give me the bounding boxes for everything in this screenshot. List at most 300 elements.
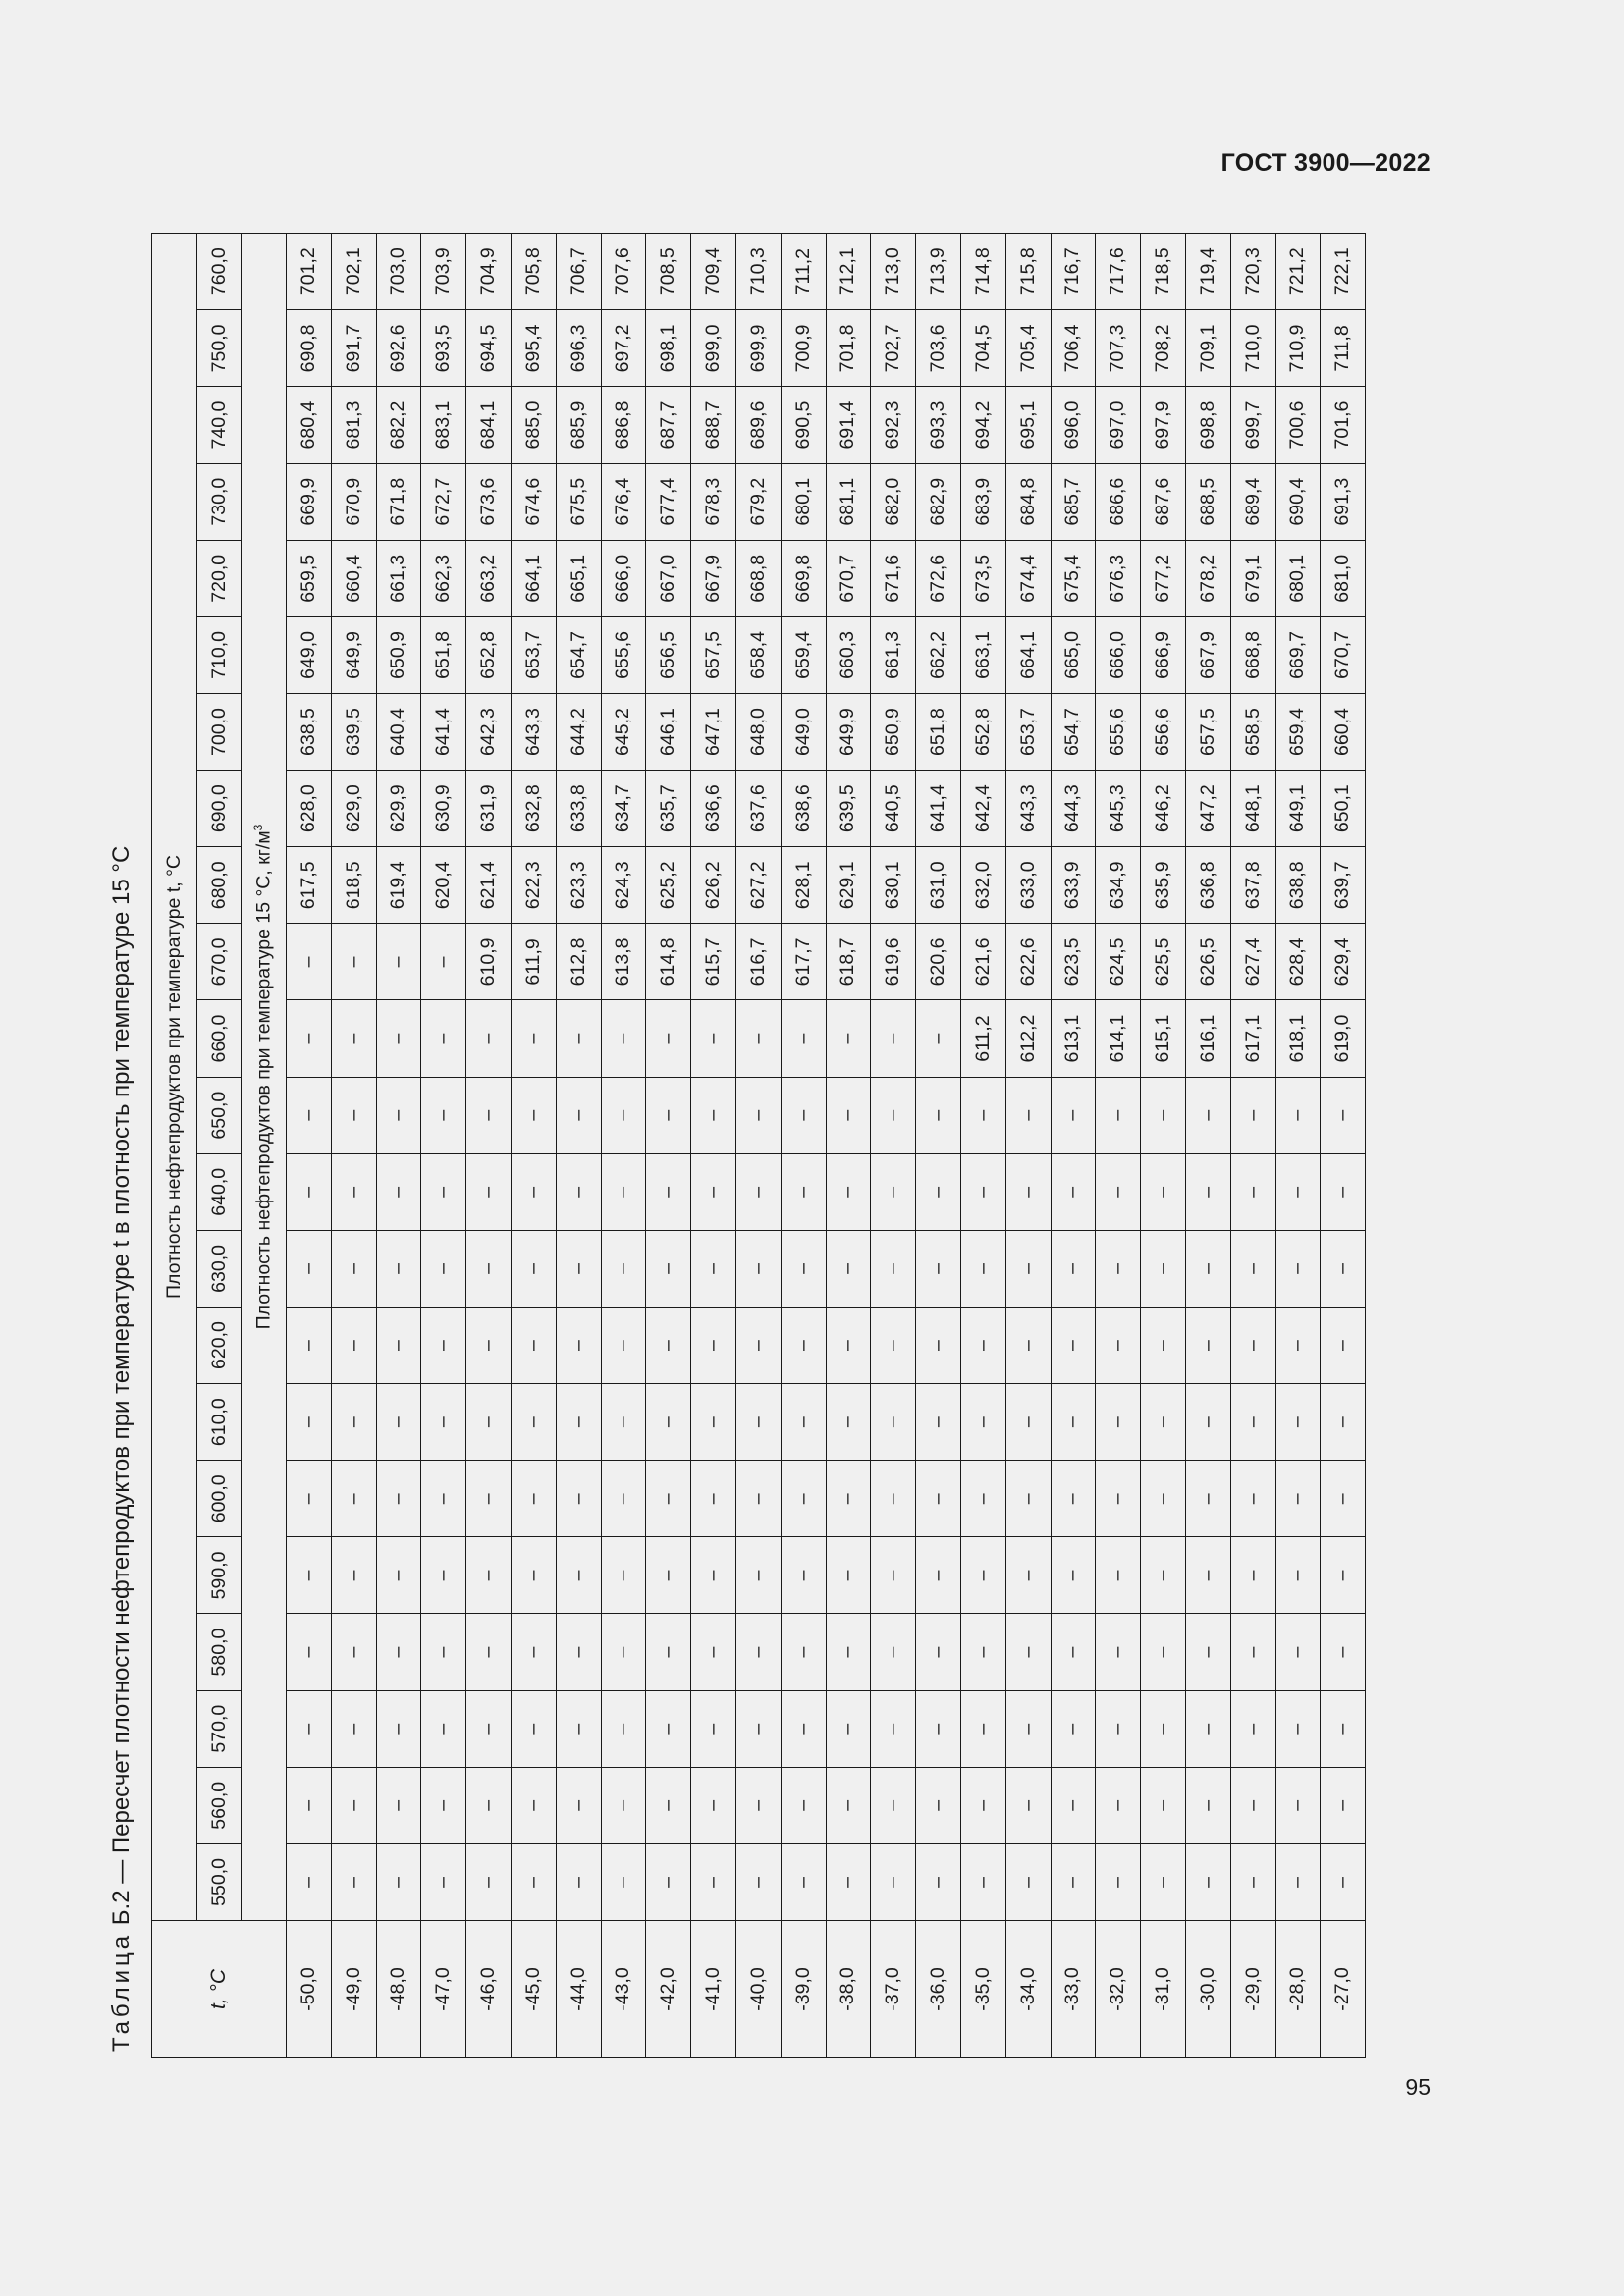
density-cell: 619,6 — [871, 924, 916, 1000]
density-cell: 672,6 — [916, 540, 961, 616]
density-cell: – — [556, 1384, 601, 1461]
density-cell: – — [1321, 1767, 1366, 1843]
density-cell: – — [1051, 1537, 1096, 1614]
density-cell: – — [646, 1000, 691, 1077]
density-cell: 662,3 — [421, 540, 466, 616]
density-cell: 658,5 — [1230, 694, 1275, 771]
density-cell: 623,3 — [556, 847, 601, 924]
density-cell: 667,0 — [646, 540, 691, 616]
density-cell: – — [1096, 1614, 1141, 1690]
density-cell: – — [646, 1614, 691, 1690]
density-cell: – — [421, 1767, 466, 1843]
density-cell: – — [1096, 1153, 1141, 1230]
density-cell: – — [916, 1843, 961, 1920]
density-cell: 668,8 — [1230, 616, 1275, 693]
density-cell: 632,0 — [960, 847, 1005, 924]
density-cell: – — [916, 1077, 961, 1153]
density-cell: 631,9 — [466, 771, 512, 847]
density-cell: – — [556, 1461, 601, 1537]
density-cell: – — [781, 1690, 826, 1767]
density-cell: – — [421, 1461, 466, 1537]
density-cell: – — [1230, 1461, 1275, 1537]
density-cell: – — [646, 1153, 691, 1230]
density-cell: 613,1 — [1051, 1000, 1096, 1077]
density-cell: 633,8 — [556, 771, 601, 847]
density-cell: – — [466, 1153, 512, 1230]
temperature-cell: -48,0 — [376, 1921, 421, 2058]
density-cell: – — [1230, 1614, 1275, 1690]
density-cell: – — [331, 1843, 376, 1920]
density-cell: 627,4 — [1230, 924, 1275, 1000]
density-cell: 656,5 — [646, 616, 691, 693]
density-cell: – — [826, 1537, 871, 1614]
density-cell: – — [1096, 1308, 1141, 1384]
density-cell: – — [646, 1690, 691, 1767]
density-cell: – — [511, 1843, 556, 1920]
table-row — [1321, 234, 1366, 2058]
density-column-header: 680,0 — [197, 847, 242, 924]
density-cell: 685,9 — [556, 387, 601, 463]
density-cell: 651,8 — [421, 616, 466, 693]
density-cell: 640,5 — [871, 771, 916, 847]
density-cell: – — [960, 1077, 1005, 1153]
density-cell: – — [376, 1767, 421, 1843]
density-cell: 697,2 — [601, 310, 646, 387]
density-cell: 694,2 — [960, 387, 1005, 463]
density-cell: – — [691, 1767, 736, 1843]
density-cell: – — [916, 1537, 961, 1614]
table-row — [1005, 234, 1051, 2058]
density-cell: – — [1321, 1384, 1366, 1461]
density-cell: – — [466, 1843, 512, 1920]
density-cell: – — [1185, 1461, 1230, 1537]
density-cell: – — [376, 924, 421, 1000]
density-cell: 692,6 — [376, 310, 421, 387]
density-column-header: 660,0 — [197, 1000, 242, 1077]
density-cell: – — [960, 1153, 1005, 1230]
density-cell: 689,4 — [1230, 463, 1275, 540]
density-cell: – — [735, 1537, 781, 1614]
density-cell: – — [916, 1230, 961, 1307]
density-cell: – — [601, 1230, 646, 1307]
density-cell: 636,8 — [1185, 847, 1230, 924]
density-cell: 655,6 — [1096, 694, 1141, 771]
temperature-cell: -42,0 — [646, 1921, 691, 2058]
density-cell: – — [331, 1153, 376, 1230]
density-cell: – — [1096, 1537, 1141, 1614]
density-cell: 676,4 — [601, 463, 646, 540]
density-cell: 669,7 — [1275, 616, 1321, 693]
density-cell: – — [1230, 1767, 1275, 1843]
density-cell: – — [871, 1384, 916, 1461]
density-cell: – — [421, 1308, 466, 1384]
density-cell: – — [960, 1537, 1005, 1614]
density-cell: 715,8 — [1005, 234, 1051, 310]
temperature-cell: -28,0 — [1275, 1921, 1321, 2058]
density-cell: – — [1005, 1461, 1051, 1537]
density-cell: 611,9 — [511, 924, 556, 1000]
density-cell: 710,9 — [1275, 310, 1321, 387]
density-cell: 662,2 — [916, 616, 961, 693]
density-cell: – — [1096, 1767, 1141, 1843]
density-cell: 636,6 — [691, 771, 736, 847]
density-cell: – — [735, 1461, 781, 1537]
density-cell: – — [735, 1767, 781, 1843]
density-cell: – — [1185, 1153, 1230, 1230]
density-cell: – — [1096, 1690, 1141, 1767]
temperature-cell: -44,0 — [556, 1921, 601, 2058]
density-cell: – — [421, 1153, 466, 1230]
density-cell: – — [826, 1767, 871, 1843]
density-cell: – — [781, 1843, 826, 1920]
density-cell: – — [556, 1767, 601, 1843]
density-cell: – — [1096, 1384, 1141, 1461]
density-cell: – — [1321, 1614, 1366, 1690]
caption-text: Б.2 — Пересчет плотности нефтепродуктов при температуре t в плотность при температуре 15 °С — [108, 845, 135, 1926]
density-cell: 635,9 — [1141, 847, 1186, 924]
density-cell: 696,0 — [1051, 387, 1096, 463]
document-code: ГОСТ 3900—2022 — [1220, 149, 1431, 177]
density-cell: – — [735, 1230, 781, 1307]
table-row — [287, 234, 332, 2058]
density-cell: 675,5 — [556, 463, 601, 540]
temperature-cell: -45,0 — [511, 1921, 556, 2058]
table-row — [781, 234, 826, 2058]
density-cell: 614,1 — [1096, 1000, 1141, 1077]
density-cell: – — [1141, 1153, 1186, 1230]
density-cell: 630,1 — [871, 847, 916, 924]
density-cell: – — [376, 1308, 421, 1384]
density-cell: – — [287, 1308, 332, 1384]
density-cell: 704,9 — [466, 234, 512, 310]
density-cell: – — [466, 1690, 512, 1767]
density-cell: 654,7 — [1051, 694, 1096, 771]
density-cell: – — [826, 1077, 871, 1153]
density-cell: 628,0 — [287, 771, 332, 847]
density-cell: 618,7 — [826, 924, 871, 1000]
density-cell: – — [960, 1690, 1005, 1767]
density-cell: – — [960, 1843, 1005, 1920]
table-row — [960, 234, 1005, 2058]
table-row — [871, 234, 916, 2058]
density-cell: – — [511, 1308, 556, 1384]
density-column-header: 670,0 — [197, 924, 242, 1000]
density-column-header: 690,0 — [197, 771, 242, 847]
table-row — [1230, 234, 1275, 2058]
density-cell: – — [1096, 1843, 1141, 1920]
density-cell: 667,9 — [691, 540, 736, 616]
density-cell: 638,8 — [1275, 847, 1321, 924]
density-cell: 679,2 — [735, 463, 781, 540]
density-cell: 707,6 — [601, 234, 646, 310]
table-caption — [108, 846, 135, 2052]
density-cell: 694,5 — [466, 310, 512, 387]
density-column-header: 750,0 — [197, 310, 242, 387]
density-cell: 676,3 — [1096, 540, 1141, 616]
density-cell: 722,1 — [1321, 234, 1366, 310]
table-row — [511, 234, 556, 2058]
table-row — [331, 234, 376, 2058]
density-cell: – — [735, 1077, 781, 1153]
rotated-table-block — [108, 216, 1394, 2061]
density-cell: – — [1275, 1767, 1321, 1843]
density-cell: – — [781, 1614, 826, 1690]
density-cell: 680,1 — [781, 463, 826, 540]
density-cell: 660,4 — [331, 540, 376, 616]
density-cell: – — [1275, 1384, 1321, 1461]
density-cell: – — [691, 1077, 736, 1153]
density-cell: 633,9 — [1051, 847, 1096, 924]
density-cell: 643,3 — [511, 694, 556, 771]
density-cell: – — [556, 1614, 601, 1690]
density-cell: 713,0 — [871, 234, 916, 310]
density-cell: 705,4 — [1005, 310, 1051, 387]
table-row — [916, 234, 961, 2058]
density-cell: 645,2 — [601, 694, 646, 771]
density-cell: 697,0 — [1096, 387, 1141, 463]
density-cell: 709,1 — [1185, 310, 1230, 387]
density-cell: – — [331, 1537, 376, 1614]
density-cell: 698,1 — [646, 310, 691, 387]
density-cell: 650,9 — [871, 694, 916, 771]
density-cell: – — [691, 1614, 736, 1690]
density-cell: 658,4 — [735, 616, 781, 693]
density-column-header: 640,0 — [197, 1153, 242, 1230]
density-cell: 707,3 — [1096, 310, 1141, 387]
density-column-header: 550,0 — [197, 1843, 242, 1920]
density-cell: – — [1230, 1230, 1275, 1307]
density-cell: – — [1051, 1153, 1096, 1230]
density-cell: – — [1230, 1153, 1275, 1230]
density-cell: 634,7 — [601, 771, 646, 847]
density-cell: – — [1185, 1843, 1230, 1920]
density-cell: 664,1 — [511, 540, 556, 616]
density-cell: – — [646, 1461, 691, 1537]
density-cell: 708,2 — [1141, 310, 1186, 387]
table-row — [466, 234, 512, 2058]
density-cell: 695,4 — [511, 310, 556, 387]
density-cell: 706,4 — [1051, 310, 1096, 387]
density-cell: 664,1 — [1005, 616, 1051, 693]
density-cell: 645,3 — [1096, 771, 1141, 847]
density-cell: 690,5 — [781, 387, 826, 463]
density-cell: – — [421, 1077, 466, 1153]
density-cell: – — [646, 1767, 691, 1843]
density-cell: – — [1051, 1077, 1096, 1153]
density-cell: – — [1321, 1308, 1366, 1384]
density-cell: 615,7 — [691, 924, 736, 1000]
density-cell: – — [1185, 1767, 1230, 1843]
cube-superscript: 3 — [251, 824, 266, 831]
t-column-header: t, °C — [152, 1921, 287, 2058]
density-cell: – — [781, 1308, 826, 1384]
density-cell: – — [331, 1077, 376, 1153]
density-cell: – — [601, 1077, 646, 1153]
density-cell: 685,0 — [511, 387, 556, 463]
density-cell: 690,8 — [287, 310, 332, 387]
density-cell: – — [916, 1000, 961, 1077]
density-cell: – — [1185, 1614, 1230, 1690]
density-cell: – — [376, 1153, 421, 1230]
density-cell: – — [1230, 1537, 1275, 1614]
density-cell: – — [960, 1230, 1005, 1307]
density-cell: 703,0 — [376, 234, 421, 310]
density-cell: – — [376, 1000, 421, 1077]
density-cell: – — [511, 1384, 556, 1461]
density-cell: 653,7 — [1005, 694, 1051, 771]
density-cell: – — [1275, 1614, 1321, 1690]
density-cell: 655,6 — [601, 616, 646, 693]
density-cell: – — [781, 1153, 826, 1230]
density-cell: – — [1005, 1308, 1051, 1384]
density-cell: – — [1005, 1230, 1051, 1307]
table-row — [691, 234, 736, 2058]
density-cell: – — [871, 1308, 916, 1384]
density-cell: 674,6 — [511, 463, 556, 540]
temperature-cell: -41,0 — [691, 1921, 736, 2058]
density-cell: – — [421, 1384, 466, 1461]
density-column-header: 600,0 — [197, 1461, 242, 1537]
density-cell: 641,4 — [421, 694, 466, 771]
density-cell: – — [691, 1537, 736, 1614]
density-cell: – — [601, 1461, 646, 1537]
density-cell: 663,1 — [960, 616, 1005, 693]
density-cell: 682,9 — [916, 463, 961, 540]
density-cell: – — [466, 1230, 512, 1307]
density-cell: – — [1275, 1843, 1321, 1920]
density-cell: – — [376, 1230, 421, 1307]
density-cell: – — [691, 1690, 736, 1767]
table-row — [1275, 234, 1321, 2058]
density-cell: – — [287, 1614, 332, 1690]
density-cell: 681,3 — [331, 387, 376, 463]
density-cell: – — [601, 1843, 646, 1920]
density-cell: 649,1 — [1275, 771, 1321, 847]
density-cell: – — [511, 1000, 556, 1077]
density-cell: – — [331, 1384, 376, 1461]
density-cell: 643,3 — [1005, 771, 1051, 847]
density-cell: – — [871, 1537, 916, 1614]
density-cell: 616,1 — [1185, 1000, 1230, 1077]
density-cell: 624,3 — [601, 847, 646, 924]
density-cell: – — [1141, 1461, 1186, 1537]
density-cell: – — [1005, 1384, 1051, 1461]
table-row — [1096, 234, 1141, 2058]
density-cell: – — [601, 1000, 646, 1077]
density-cell: 691,4 — [826, 387, 871, 463]
density-cell: 666,9 — [1141, 616, 1186, 693]
density-cell: – — [466, 1614, 512, 1690]
density-cell: – — [871, 1000, 916, 1077]
density-column-header: 610,0 — [197, 1384, 242, 1461]
density-cell: – — [466, 1384, 512, 1461]
density-cell: 720,3 — [1230, 234, 1275, 310]
density-cell: 682,2 — [376, 387, 421, 463]
table-row — [601, 234, 646, 2058]
density-cell: 678,2 — [1185, 540, 1230, 616]
density-cell: – — [871, 1843, 916, 1920]
density-cell: – — [735, 1843, 781, 1920]
density-cell: – — [735, 1384, 781, 1461]
density-cell: – — [1051, 1690, 1096, 1767]
density-column-header: 570,0 — [197, 1690, 242, 1767]
density-cell: 714,8 — [960, 234, 1005, 310]
density-cell: 699,0 — [691, 310, 736, 387]
density-cell: 700,6 — [1275, 387, 1321, 463]
density-cell: 701,8 — [826, 310, 871, 387]
temperature-cell: -31,0 — [1141, 1921, 1186, 2058]
density-cell: – — [601, 1614, 646, 1690]
density-cell: – — [1275, 1537, 1321, 1614]
density-cell: 644,2 — [556, 694, 601, 771]
density-cell: – — [960, 1308, 1005, 1384]
density-cell: 627,2 — [735, 847, 781, 924]
density-cell: 677,4 — [646, 463, 691, 540]
density-column-header: 630,0 — [197, 1230, 242, 1307]
density-cell: – — [871, 1461, 916, 1537]
density-cell: – — [691, 1000, 736, 1077]
density-cell: – — [1005, 1077, 1051, 1153]
density-cell: – — [287, 1384, 332, 1461]
density-cell: 649,9 — [826, 694, 871, 771]
density-cell: – — [1141, 1077, 1186, 1153]
density-cell: 652,8 — [960, 694, 1005, 771]
temperature-cell: -29,0 — [1230, 1921, 1275, 2058]
density-cell: – — [826, 1230, 871, 1307]
density-cell: 617,1 — [1230, 1000, 1275, 1077]
density-cell: – — [287, 1690, 332, 1767]
density-cell: – — [1051, 1843, 1096, 1920]
density-cell: 612,2 — [1005, 1000, 1051, 1077]
density-cell: 653,7 — [511, 616, 556, 693]
density-cell: 641,4 — [916, 771, 961, 847]
density-cell: 621,4 — [466, 847, 512, 924]
density-cell: – — [1230, 1384, 1275, 1461]
density-cell: – — [871, 1230, 916, 1307]
density-cell: 680,1 — [1275, 540, 1321, 616]
density-cell: 660,4 — [1321, 694, 1366, 771]
density-cell: 673,5 — [960, 540, 1005, 616]
density-cell: 651,8 — [916, 694, 961, 771]
density-cell: 713,9 — [916, 234, 961, 310]
density-cell: 665,0 — [1051, 616, 1096, 693]
density-cell: – — [1051, 1308, 1096, 1384]
density-cell: 680,4 — [287, 387, 332, 463]
density-cell: 611,2 — [960, 1000, 1005, 1077]
density-cell: 721,2 — [1275, 234, 1321, 310]
density-cell: 697,9 — [1141, 387, 1186, 463]
density-cell: – — [601, 1153, 646, 1230]
density-cell: – — [1230, 1843, 1275, 1920]
density-cell: – — [376, 1843, 421, 1920]
density-cell: 633,0 — [1005, 847, 1051, 924]
density-cell: – — [916, 1767, 961, 1843]
density-cell: 670,9 — [331, 463, 376, 540]
density-column-header: 740,0 — [197, 387, 242, 463]
density-cell: – — [916, 1308, 961, 1384]
density-cell: 711,8 — [1321, 310, 1366, 387]
density-cell: – — [601, 1308, 646, 1384]
density-cell: – — [1141, 1537, 1186, 1614]
density-cell: – — [511, 1767, 556, 1843]
density-cell: – — [691, 1230, 736, 1307]
density-cell: – — [826, 1153, 871, 1230]
density-cell: – — [960, 1384, 1005, 1461]
density-cell: 657,5 — [691, 616, 736, 693]
density-cell: – — [1005, 1843, 1051, 1920]
density-cell: 705,8 — [511, 234, 556, 310]
density-cell: 626,2 — [691, 847, 736, 924]
